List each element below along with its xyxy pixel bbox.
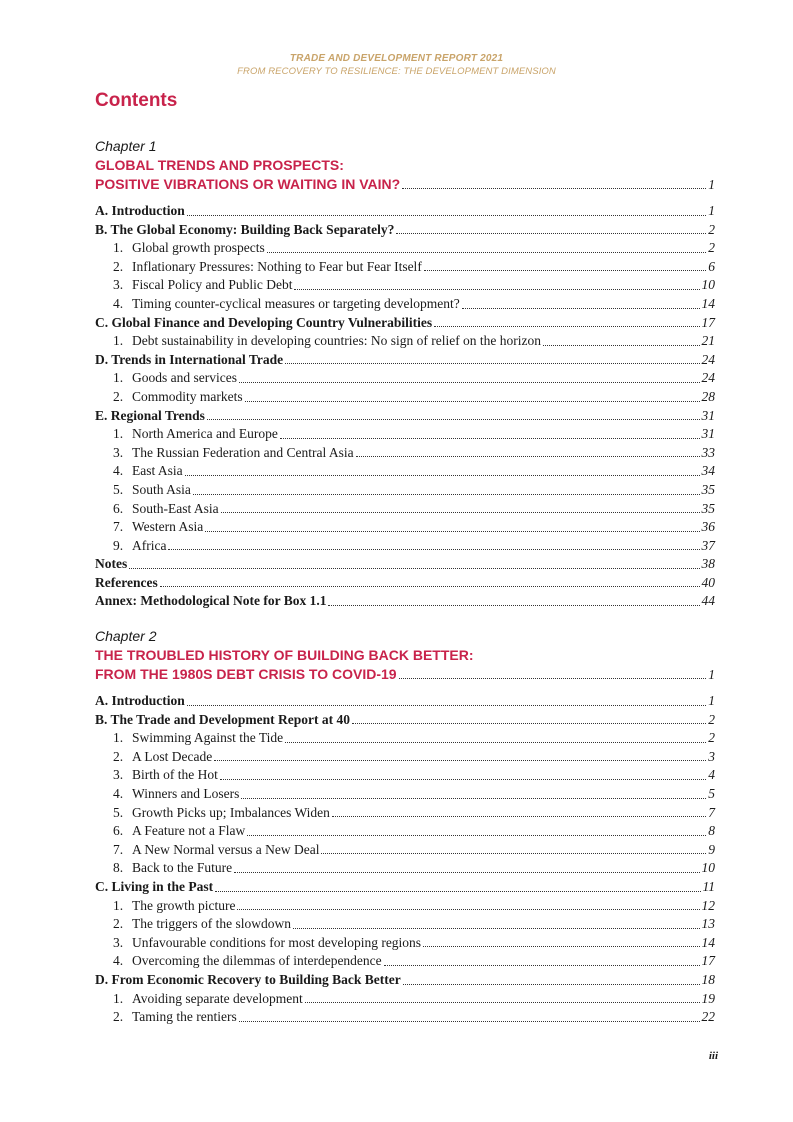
- dot-leader: [294, 289, 699, 290]
- entry-label: Avoiding separate development: [132, 990, 303, 1006]
- dot-leader: [423, 946, 699, 947]
- page-ref: 35: [701, 500, 715, 516]
- entry-label: Western Asia: [132, 519, 204, 535]
- entry-label: B. The Global Economy: Building Back Separately?: [95, 221, 395, 237]
- chapter-label: Chapter 2: [95, 628, 157, 644]
- entry-label: Winners and Losers: [132, 785, 240, 801]
- dot-leader: [160, 586, 700, 587]
- page-ref: 17: [701, 314, 715, 330]
- page-ref: 31: [701, 407, 715, 423]
- toc-subsection-entry[interactable]: [95, 444, 715, 463]
- entry-number: 4.: [113, 953, 124, 969]
- toc-subsection-entry[interactable]: [95, 537, 715, 556]
- entry-label: D. From Economic Recovery to Building Back Better: [95, 971, 401, 987]
- page-ref: 8: [708, 823, 715, 839]
- dot-leader: [434, 326, 699, 327]
- toc-subsection-entry[interactable]: [95, 915, 715, 934]
- dot-leader: [193, 494, 700, 495]
- toc-subsection-entry[interactable]: [95, 766, 715, 785]
- toc-section-entry[interactable]: [95, 407, 715, 426]
- toc-subsection-entry[interactable]: [95, 369, 715, 388]
- page-ref: 19: [701, 990, 715, 1006]
- entry-label: C. Living in the Past: [95, 878, 214, 894]
- chapter-title-entry[interactable]: [95, 175, 715, 194]
- entry-number: 1.: [113, 240, 124, 256]
- toc-subsection-entry[interactable]: [95, 841, 715, 860]
- toc-subsection-entry[interactable]: [95, 897, 715, 916]
- dot-leader: [352, 723, 706, 724]
- chapter-title-line-2: FROM THE 1980S DEBT CRISIS TO COVID-19: [95, 666, 397, 682]
- dot-leader: [220, 779, 706, 780]
- page-ref: 3: [708, 748, 715, 764]
- entry-number: 4.: [113, 463, 124, 479]
- entry-label: C. Global Finance and Developing Country Vulnerabilities: [95, 314, 433, 330]
- entry-label: A. Introduction: [95, 693, 185, 708]
- entry-number: 8.: [113, 860, 124, 876]
- toc-subsection-entry[interactable]: [95, 518, 715, 537]
- dot-leader: [396, 233, 706, 234]
- toc-section-entry[interactable]: [95, 555, 715, 574]
- entry-label: East Asia: [132, 463, 183, 479]
- toc-subsection-entry[interactable]: [95, 462, 715, 481]
- dot-leader: [207, 419, 700, 420]
- toc-section-entry[interactable]: [95, 878, 715, 897]
- page-ref: 2: [708, 711, 715, 727]
- dot-leader: [187, 705, 706, 706]
- entry-number: 3.: [113, 444, 124, 460]
- entry-number: 7.: [113, 841, 124, 857]
- toc-subsection-entry[interactable]: [95, 295, 715, 314]
- toc-subsection-entry[interactable]: [95, 276, 715, 295]
- entry-number: 6.: [113, 500, 124, 516]
- dot-leader: [462, 308, 700, 309]
- page-ref: 1: [708, 177, 715, 192]
- dot-leader: [321, 853, 706, 854]
- page-ref: 6: [708, 258, 715, 274]
- dot-leader: [215, 891, 700, 892]
- entry-label: Global growth prospects: [132, 240, 265, 256]
- page-ref: 1: [708, 667, 715, 682]
- chapter-title-line-2: POSITIVE VIBRATIONS OR WAITING IN VAIN?: [95, 176, 401, 192]
- page-ref: 4: [708, 767, 715, 783]
- dot-leader: [245, 401, 700, 402]
- page-ref: 11: [702, 878, 715, 894]
- page-ref: 14: [701, 934, 715, 950]
- toc-section-entry[interactable]: [95, 711, 715, 730]
- chapter-label: Chapter 1: [95, 138, 157, 154]
- entry-number: 3.: [113, 277, 124, 293]
- page-ref: 40: [701, 574, 715, 590]
- toc-subsection-entry[interactable]: [95, 785, 715, 804]
- dot-leader: [293, 928, 700, 929]
- dot-leader: [187, 215, 706, 216]
- dot-leader: [543, 345, 699, 346]
- entry-label: Timing counter-cyclical measures or targeting development?: [132, 295, 460, 311]
- entry-label: B. The Trade and Development Report at 40: [95, 711, 350, 727]
- chapter-title-line-1: THE TROUBLED HISTORY OF BUILDING BACK BETTER:: [95, 647, 474, 663]
- entry-label: Inflationary Pressures: Nothing to Fear but Fear Itself: [132, 258, 422, 274]
- entry-number: 5.: [113, 804, 124, 820]
- dot-leader: [280, 438, 700, 439]
- toc-subsection-entry[interactable]: [95, 990, 715, 1009]
- toc-subsection-entry[interactable]: [95, 425, 715, 444]
- entry-label: Debt sustainability in developing countries: No sign of relief on the horizon: [132, 333, 542, 349]
- dot-leader: [129, 568, 699, 569]
- entry-label: Birth of the Hot: [132, 767, 218, 783]
- page-ref: 14: [701, 295, 715, 311]
- toc-subsection-entry[interactable]: [95, 481, 715, 500]
- toc-subsection-entry[interactable]: [95, 239, 715, 258]
- entry-label: Growth Picks up; Imbalances Widen: [132, 804, 330, 820]
- toc-subsection-entry[interactable]: [95, 500, 715, 519]
- toc-section-entry[interactable]: [95, 221, 715, 240]
- entry-label: References: [95, 574, 158, 590]
- toc-section-entry[interactable]: [95, 692, 715, 711]
- page-ref: 44: [701, 593, 715, 609]
- entry-label: Fiscal Policy and Public Debt: [132, 277, 293, 293]
- dot-leader: [285, 742, 706, 743]
- dot-leader: [205, 531, 699, 532]
- toc-subsection-entry[interactable]: [95, 822, 715, 841]
- entry-number: 1.: [113, 426, 124, 442]
- dot-leader: [356, 456, 700, 457]
- dot-leader: [237, 909, 699, 910]
- entry-label: South Asia: [132, 481, 191, 497]
- page-ref: 5: [708, 785, 715, 801]
- page-ref: 36: [701, 519, 715, 535]
- entry-number: 2.: [113, 748, 124, 764]
- entry-number: 2.: [113, 916, 124, 932]
- page-ref: 1: [708, 203, 715, 218]
- dot-leader: [214, 760, 706, 761]
- toc-section-entry[interactable]: [95, 574, 715, 593]
- page-ref: 1: [708, 693, 715, 708]
- entry-number: 2.: [113, 1009, 124, 1025]
- running-header-subtitle: FROM RECOVERY TO RESILIENCE: THE DEVELOPMENT DIMENSION: [237, 66, 556, 77]
- entry-label: Annex: Methodological Note for Box 1.1: [95, 593, 327, 609]
- toc-subsection-entry[interactable]: [95, 332, 715, 351]
- entry-number: 1.: [113, 370, 124, 386]
- page-ref: 24: [701, 370, 715, 386]
- entry-label: The Russian Federation and Central Asia: [132, 444, 354, 460]
- dot-leader: [285, 363, 699, 364]
- entry-number: 6.: [113, 823, 124, 839]
- entry-label: Africa: [132, 537, 167, 553]
- entry-label: A Lost Decade: [132, 748, 213, 764]
- dot-leader: [239, 1021, 700, 1022]
- entry-label: Goods and services: [132, 370, 237, 386]
- page-title: Contents: [95, 90, 178, 111]
- entry-label: D. Trends in International Trade: [95, 351, 284, 367]
- dot-leader: [234, 872, 699, 873]
- entry-label: South-East Asia: [132, 500, 219, 516]
- entry-number: 9.: [113, 537, 124, 553]
- entry-label: A. Introduction: [95, 203, 185, 218]
- entry-label: Back to the Future: [132, 860, 233, 876]
- page-ref: 37: [701, 537, 715, 553]
- dot-leader: [403, 984, 700, 985]
- toc-subsection-entry[interactable]: [95, 748, 715, 767]
- entry-number: 3.: [113, 767, 124, 783]
- dot-leader: [399, 678, 707, 679]
- running-header-title: TRADE AND DEVELOPMENT REPORT 2021: [289, 53, 504, 64]
- entry-label: The growth picture: [132, 897, 236, 913]
- page-ref: 34: [701, 463, 715, 479]
- toc-subsection-entry[interactable]: [95, 934, 715, 953]
- chapter-title-line-1: GLOBAL TRENDS AND PROSPECTS:: [95, 157, 344, 173]
- page-ref: 35: [701, 481, 715, 497]
- page-ref: 33: [701, 444, 715, 460]
- toc-subsection-entry[interactable]: [95, 859, 715, 878]
- toc-subsection-entry[interactable]: [95, 1008, 715, 1027]
- page-ref: 24: [701, 351, 715, 367]
- entry-label: Swimming Against the Tide: [132, 730, 284, 746]
- dot-leader: [239, 382, 700, 383]
- dot-leader: [328, 605, 699, 606]
- toc-chapter-1: [95, 136, 715, 611]
- page-ref: 2: [708, 240, 715, 256]
- page-ref: 2: [708, 730, 715, 746]
- entry-label: Commodity markets: [132, 388, 243, 404]
- page-number: iii: [708, 1050, 718, 1062]
- entry-label: North America and Europe: [132, 426, 278, 442]
- dot-leader: [247, 835, 706, 836]
- dot-leader: [221, 512, 700, 513]
- entry-label: Unfavourable conditions for most developing regions: [132, 934, 422, 950]
- chapter-title-entry[interactable]: [95, 665, 715, 684]
- entry-label: The triggers of the slowdown: [132, 916, 291, 932]
- entry-label: E. Regional Trends: [95, 407, 205, 423]
- entry-label: Overcoming the dilemmas of interdependence: [132, 953, 382, 969]
- page-ref: 31: [701, 426, 715, 442]
- page-ref: 10: [701, 860, 715, 876]
- page-ref: 7: [708, 804, 715, 820]
- dot-leader: [424, 270, 706, 271]
- toc-section-entry[interactable]: [95, 314, 715, 333]
- toc-subsection-entry[interactable]: [95, 804, 715, 823]
- entry-number: 5.: [113, 481, 124, 497]
- page-ref: 2: [708, 221, 715, 237]
- page-ref: 21: [701, 333, 715, 349]
- entry-label: A New Normal versus a New Deal: [132, 841, 320, 857]
- entry-number: 1.: [113, 990, 124, 1006]
- page-ref: 22: [701, 1009, 715, 1025]
- entry-label: A Feature not a Flaw: [132, 823, 246, 839]
- entry-number: 2.: [113, 388, 124, 404]
- toc-chapter-2: [95, 626, 715, 1027]
- dot-leader: [185, 475, 700, 476]
- page-ref: 10: [701, 277, 715, 293]
- dot-leader: [305, 1002, 700, 1003]
- dot-leader: [168, 549, 699, 550]
- entry-label: Notes: [95, 556, 128, 572]
- dot-leader: [267, 252, 707, 253]
- entry-number: 4.: [113, 785, 124, 801]
- page-ref: 9: [708, 841, 715, 857]
- toc-subsection-entry[interactable]: [95, 729, 715, 748]
- dot-leader: [241, 798, 706, 799]
- page-ref: 18: [701, 971, 715, 987]
- entry-number: 4.: [113, 295, 124, 311]
- toc-subsection-entry[interactable]: [95, 388, 715, 407]
- page-ref: 28: [701, 388, 715, 404]
- page-ref: 12: [701, 897, 715, 913]
- toc-section-entry[interactable]: [95, 202, 715, 221]
- toc-section-entry[interactable]: [95, 971, 715, 990]
- dot-leader: [384, 965, 700, 966]
- toc-subsection-entry[interactable]: [95, 258, 715, 277]
- entry-number: 1.: [113, 333, 124, 349]
- toc-section-entry[interactable]: [95, 592, 715, 611]
- entry-number: 1.: [113, 730, 124, 746]
- toc-subsection-entry[interactable]: [95, 952, 715, 971]
- entry-number: 7.: [113, 519, 124, 535]
- dot-leader: [402, 188, 706, 189]
- entry-label: Taming the rentiers: [132, 1009, 237, 1025]
- toc-section-entry[interactable]: [95, 351, 715, 370]
- entry-number: 2.: [113, 258, 124, 274]
- page-ref: 38: [701, 556, 715, 572]
- dot-leader: [332, 816, 706, 817]
- page-ref: 13: [701, 916, 715, 932]
- page-ref: 17: [701, 953, 715, 969]
- entry-number: 1.: [113, 897, 124, 913]
- entry-number: 3.: [113, 934, 124, 950]
